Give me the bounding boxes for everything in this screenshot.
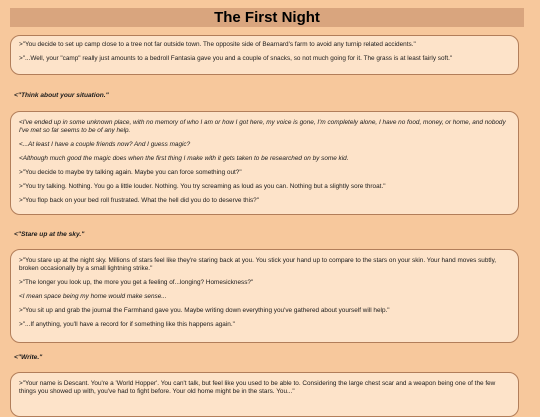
narration-line: >"You stare up at the night sky. Millions of stars feel like they're staring back at you. You stick your hand up to compare to the stars on your skin. Your hand moves subtly, broken occasionally by a small lightning strike." [19,257,497,272]
narration-line: >"...If anything, you'll have a record for if something like this happens again." [19,321,235,328]
page-title: The First Night [10,8,524,27]
narration-line: >"You decide to set up camp close to a tree not far outside town. The opposite side of Bearnard's farm to avoid any turnip related accidents." [19,41,416,48]
narration-box-camp [10,35,519,75]
narration-box-write [10,372,519,417]
narration-line: >"...Well, your "camp" really just amounts to a bedroll Fantasia gave you and a couple of snacks, so not much going for it. The grass is at least fairly soft." [19,55,453,62]
choice-write[interactable]: <"Write." [14,354,43,361]
narration-line: >"You flop back on your bed roll frustrated. What the hell did you do to deserve this?" [19,197,260,204]
narration-box-situation [10,111,519,215]
thought-line: <I mean space being my home would make sense... [19,293,167,300]
narration-box-sky [10,249,519,343]
thought-line: <...At least I have a couple friends now? And I guess magic? [19,141,191,148]
choice-think[interactable]: <"Think about your situation." [14,92,109,99]
narration-line: >"You decide to maybe try talking again. Maybe you can force something out?" [19,169,242,176]
thought-line: <Although much good the magic does when the first thing I make with it gets taken to be researched on by some kid. [19,155,349,162]
choice-stare[interactable]: <"Stare up at the sky." [14,231,85,238]
narration-line: >"Your name is Descant. You're a 'World Hopper'. You can't talk, but feel like you used to be able to. Considering the large chest scar and a weapon being one of the few things you showed up with, you've had to fight before. Your old home might be in the stars. You..." [19,380,496,395]
thought-line: <I've ended up in some unknown place, with no memory of who I am or how I got here, my voice is gone, I'm completely alone, I have no food, money, or home, and nobody I've met so far seems to be of any help. [19,119,506,134]
narration-line: >"You try talking. Nothing. You go a little louder. Nothing. You try screaming as loud as you can. Nothing but a slightly sore throat." [19,183,386,190]
narration-line: >"The longer you look up, the more you get a feeling of...longing? Homesickness?" [19,279,254,286]
narration-line: >"You sit up and grab the journal the Farmhand gave you. Maybe writing down everything you've gathered about yourself will help." [19,307,390,314]
